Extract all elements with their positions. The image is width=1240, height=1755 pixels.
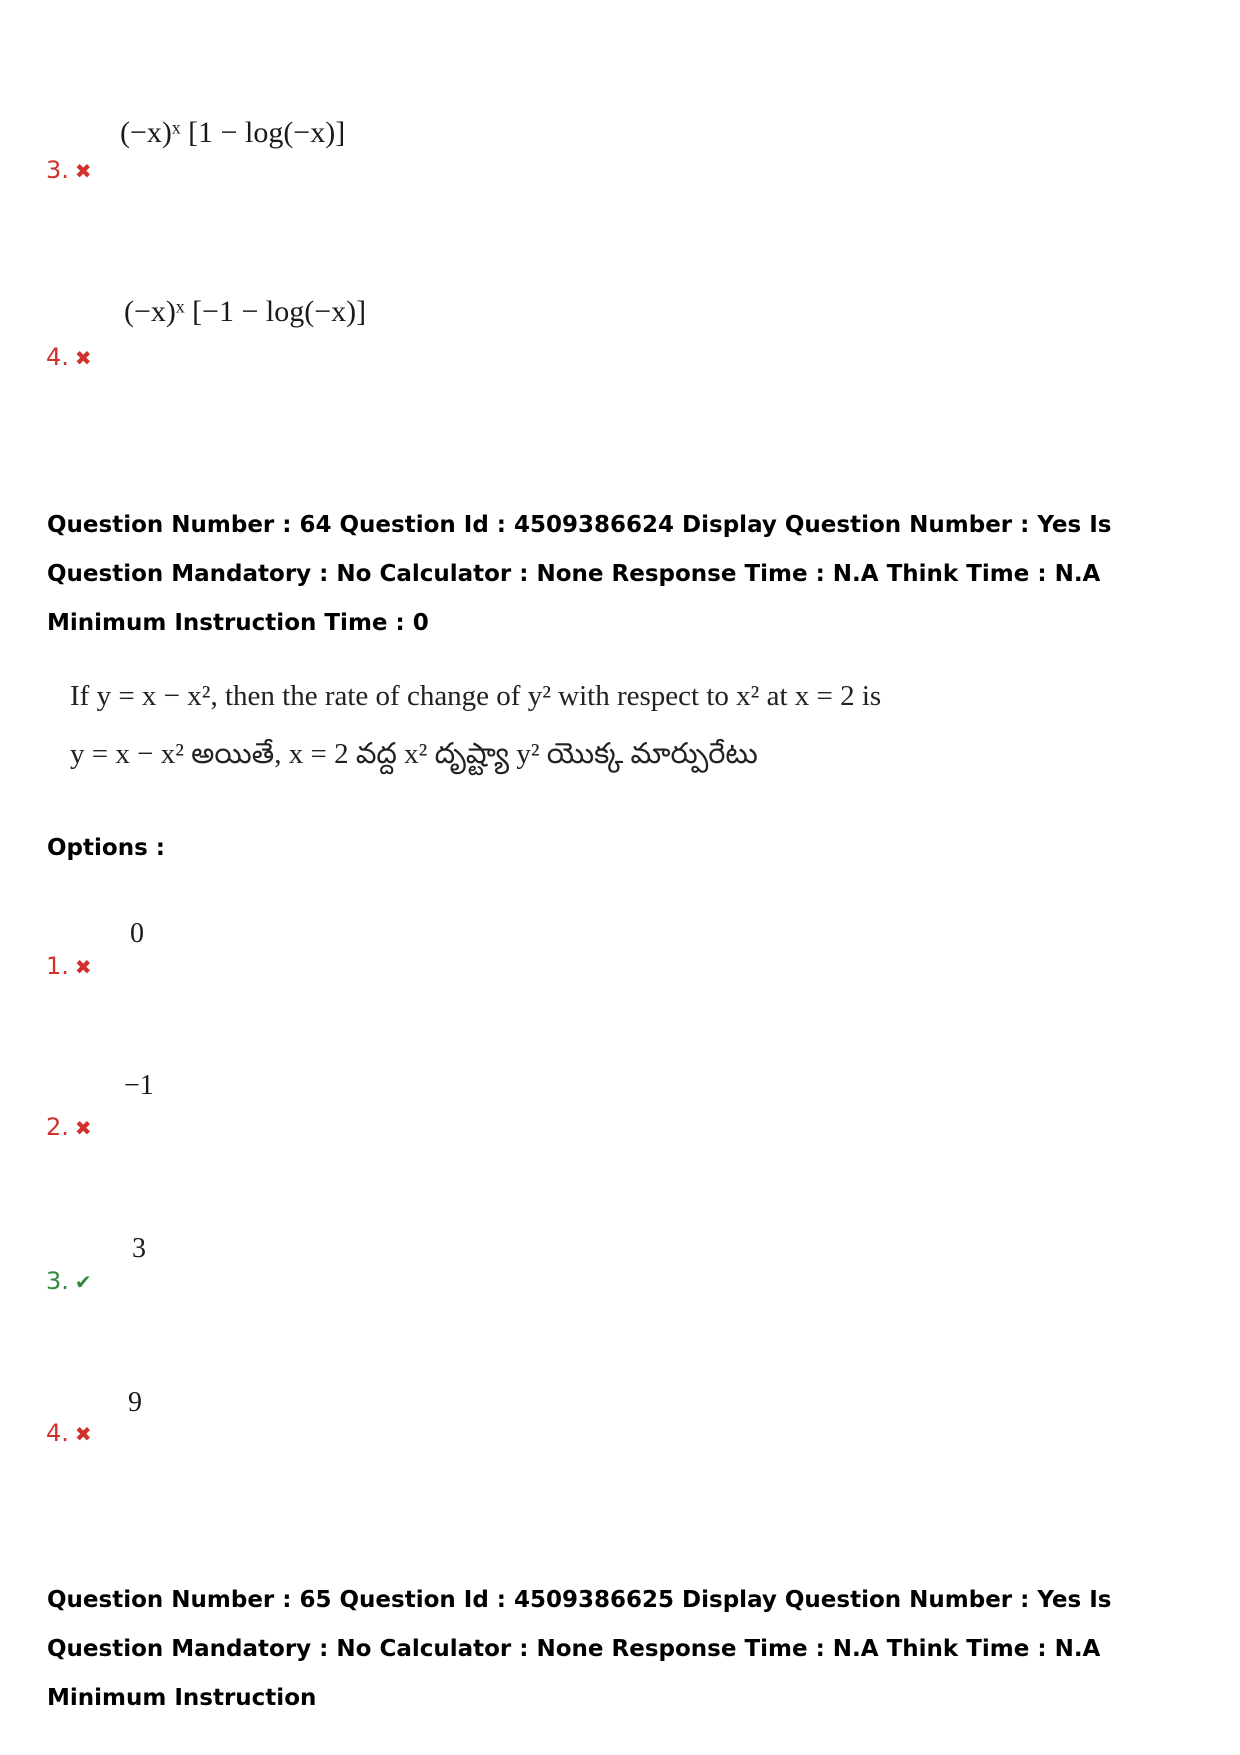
q64-option-4-text: 9 bbox=[128, 1387, 142, 1418]
option-number: 2. bbox=[46, 1113, 69, 1141]
prev-option-3-number bbox=[46, 156, 92, 184]
option-number: 4. bbox=[46, 1419, 69, 1447]
option-number: 3. bbox=[46, 156, 69, 184]
q64-option-2-number bbox=[46, 1113, 92, 1141]
option-number: 3. bbox=[46, 1267, 69, 1295]
option-number: 1. bbox=[46, 952, 69, 980]
q64-option-4-number bbox=[46, 1419, 92, 1447]
q64-option-1-number bbox=[46, 952, 92, 980]
check-icon: ✔ bbox=[74, 1270, 92, 1294]
prev-option-3-text: (−x)ˣ [1 − log(−x)] bbox=[120, 116, 346, 149]
q64-meta: Question Number : 64 Question Id : 4509386624 Display Question Number : Yes Is Question Mandatory : No Calculator : None Response Time : N.A Think Time : N.A Minimum Instruction Time : 0 bbox=[47, 512, 1112, 636]
q64-option-2-text: −1 bbox=[124, 1070, 154, 1101]
q64-text-english: If y = x − x², then the rate of change of y² with respect to x² at x = 2 is bbox=[70, 680, 882, 712]
q64-option-3-number bbox=[46, 1267, 92, 1295]
q65-meta: Question Number : 65 Question Id : 4509386625 Display Question Number : Yes Is Question Mandatory : No Calculator : None Response Time : N.A Think Time : N.A Minimum Instruction bbox=[47, 1587, 1112, 1711]
cross-icon: ✖ bbox=[74, 955, 92, 979]
options-label: Options : bbox=[47, 835, 165, 861]
option-number: 4. bbox=[46, 343, 69, 371]
q64-text-telugu: y = x − x² అయితే, x = 2 వద్ద x² దృష్ట్యా y² యొక్క మార్పురేటు bbox=[70, 738, 758, 770]
q64-option-1-text: 0 bbox=[130, 918, 144, 949]
prev-option-4-number bbox=[46, 343, 92, 371]
cross-icon: ✖ bbox=[74, 159, 92, 183]
cross-icon: ✖ bbox=[74, 1422, 92, 1446]
prev-option-4-text: (−x)ˣ [−1 − log(−x)] bbox=[124, 295, 367, 328]
cross-icon: ✖ bbox=[74, 346, 92, 370]
cross-icon: ✖ bbox=[74, 1116, 92, 1140]
q64-option-3-text: 3 bbox=[132, 1233, 146, 1264]
